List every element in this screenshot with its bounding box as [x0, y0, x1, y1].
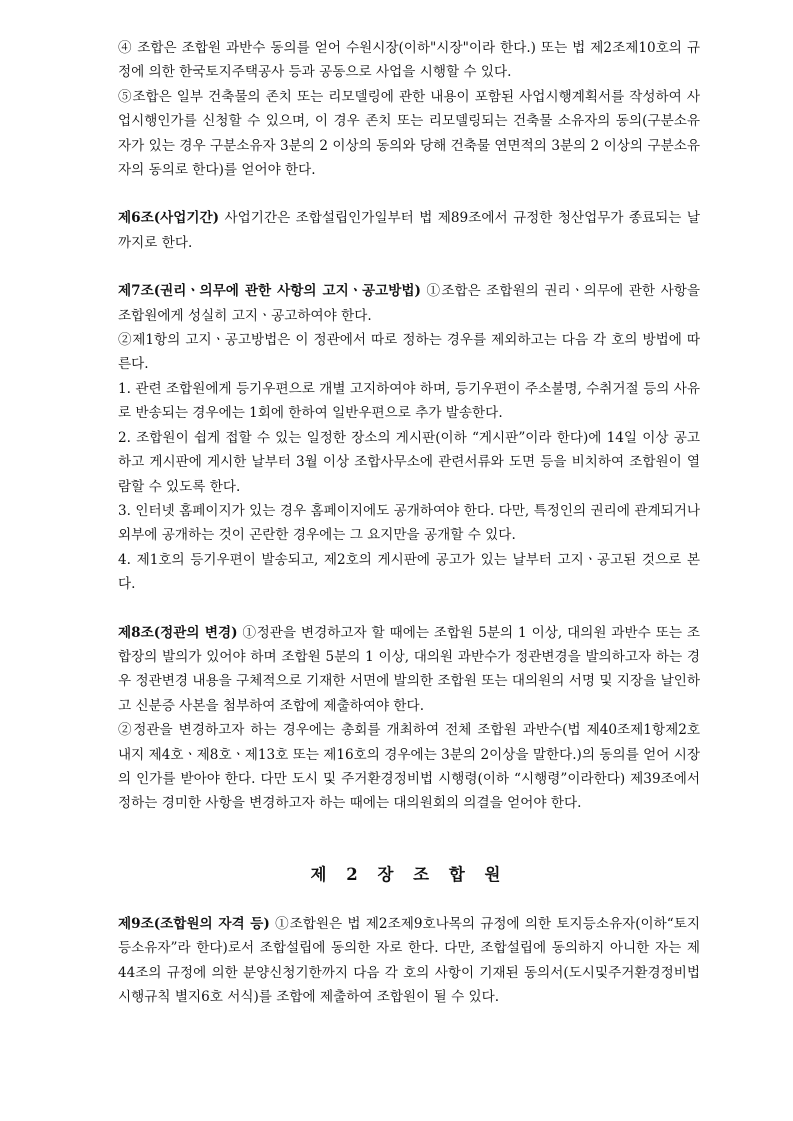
- article-8-title: 제8조(정관의 변경): [118, 624, 238, 641]
- paragraph-5-5: ⑤조합은 일부 건축물의 존치 또는 리모델링에 관한 내용이 포함된 사업시행계획서를 작성하여 사업시행인가를 신청할 수 있으며, 이 경우 존치 또는 리모델링되는 건축물 소유자의 동의(구분소유자가 있는 경우 구분소유자 3분의 2 이상의 동의와 당해 건축물 연면적의 3분의 2 이상의 구분소유자의 동의로 한다)를 얻어야 한다.: [118, 88, 700, 179]
- article-8-intro: ①정관을 변경하고자 할 때에는 조합원 5분의 1 이상, 대의원 과반수 또는 조합장의 발의가 있어야 하며 조합원 5분의 1 이상, 대의원 과반수가 정관변경을 발의하고자 하는 경우 정관변경 내용을 구체적으로 기재한 서면에 발의한 조합원 또는 대의원의 서명 및 지장을 날인하고 신분증 사본을 첨부하여 조합에 제출하여야 한다.: [118, 624, 700, 714]
- article-7-item-4: 4. 제1호의 등기우편이 발송되고, 제2호의 게시판에 공고가 있는 날부터 고지ㆍ공고된 것으로 본다.: [118, 551, 700, 593]
- article-7-intro: ①조합은 조합원의 권리ㆍ의무에 관한 사항을 조합원에게 성실히 고지ㆍ공고하여야 한다.: [118, 283, 700, 324]
- article-7-paragraph-2: ②제1항의 고지ㆍ공고방법은 이 정관에서 따로 정하는 경우를 제외하고는 다음 각 호의 방법에 따른다.: [118, 332, 700, 373]
- article-9-title: 제9조(조합원의 자격 등): [118, 915, 270, 932]
- article-7-item-2: 2. 조합원이 쉽게 접할 수 있는 일정한 장소의 게시판(이하 “게시판”이라 한다)에 14일 이상 공고하고 게시판에 게시한 날부터 3월 이상 조합사무소에 관련서류와 도면 등을 비치하여 조합원이 열람할 수 있도록 한다.: [118, 429, 700, 495]
- spacer: [118, 182, 700, 206]
- document-page: [118, 36, 700, 1009]
- article-8: [118, 621, 700, 719]
- chapter-heading: 제 2 장 조 합 원: [310, 864, 508, 884]
- spacer: [118, 597, 700, 621]
- spacer: [118, 816, 700, 862]
- paragraph-5-4: ④ 조합은 조합원 과반수 동의를 얻어 수원시장(이하"시장"이라 한다.) 또는 법 제2조제10호의 규정에 의한 한국토지주택공사 등과 공동으로 사업을 시행할 수 있다.: [118, 40, 700, 81]
- spacer: [118, 888, 700, 912]
- article-9-intro: ①조합원은 법 제2조제9호나목의 규정에 의한 토지등소유자(이하“토지등소유자”라 한다)로서 조합설립에 동의한 자로 한다. 다만, 조합설립에 동의하지 아니한 자는 제44조의 규정에 의한 분양신청기한까지 다음 각 호의 사항이 기재된 동의서(도시및주거환경정비법 시행규칙 별지6호 서식)를 조합에 제출하여 조합원이 될 수 있다.: [118, 915, 700, 1005]
- spacer: [118, 255, 700, 279]
- article-7-item-1: 1. 관련 조합원에게 등기우편으로 개별 고지하여야 하며, 등기우편이 주소불명, 수취거절 등의 사유로 반송되는 경우에는 1회에 한하여 일반우편으로 추가 발송한다.: [118, 380, 700, 422]
- article-6: [118, 206, 700, 255]
- article-7: [118, 279, 700, 328]
- article-6-text: 사업기간은 조합설립인가일부터 법 제89조에서 규정한 청산업무가 종료되는 날까지로 한다.: [118, 210, 700, 251]
- article-9: [118, 912, 700, 1010]
- article-7-item-3: 3. 인터넷 홈페이지가 있는 경우 홈페이지에도 공개하여야 한다. 다만, 특정인의 권리에 관계되거나 외부에 공개하는 것이 곤란한 경우에는 그 요지만을 공개할 수 있다.: [118, 502, 700, 544]
- article-7-title: 제7조(권리ㆍ의무에 관한 사항의 고지ㆍ공고방법): [118, 283, 421, 300]
- article-6-title: 제6조(사업기간): [118, 210, 220, 227]
- article-8-paragraph-2: ②정관을 변경하고자 하는 경우에는 총회를 개최하여 전체 조합원 과반수(법 제40조제1항제2호 내지 제4호ㆍ제8호ㆍ제13호 또는 제16호의 경우에는 3분의 2이상을 말한다.)의 동의를 얻어 시장의 인가를 받아야 한다. 다만 도시 및 주거환경정비법 시행령(이하 “시행령”이라한다) 제39조에서 정하는 경미한 사항을 변경하고자 하는 때에는 대의원회의 의결을 얻어야 한다.: [118, 722, 700, 812]
